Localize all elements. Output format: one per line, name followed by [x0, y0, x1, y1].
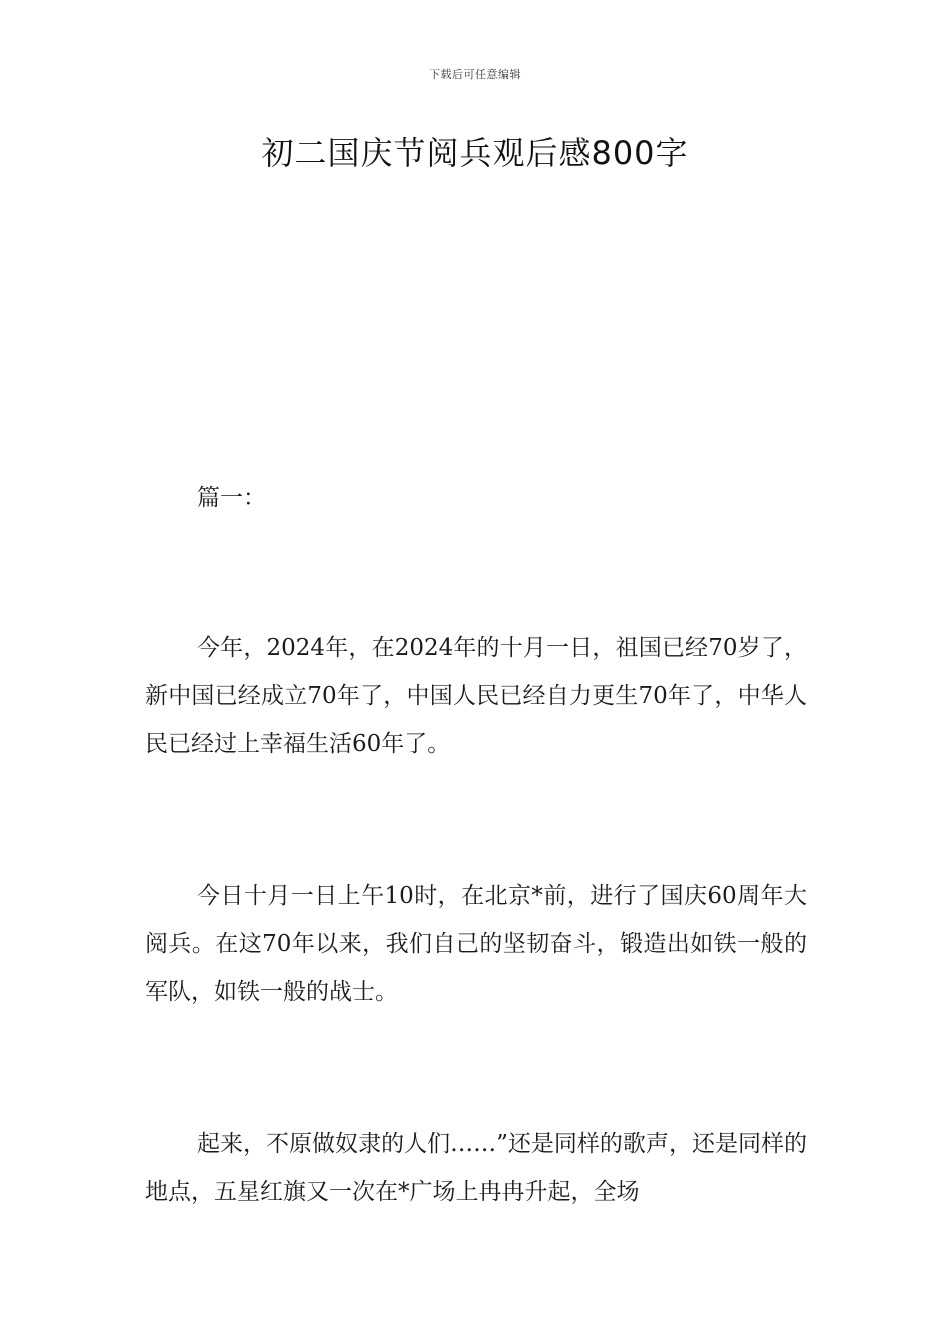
paragraph-2: 今日十月一日上午10时，在北京*前，进行了国庆60周年大阅兵。在这70年以来，我们自己的坚韧奋斗，锻造出如铁一般的军队，如铁一般的战士。 — [145, 883, 807, 1005]
paragraph-1: 今年，2024年，在2024年的十月一日，祖国已经70岁了，新中国已经成立70年了，中国人民已经自力更生70年了，中华人民已经过上幸福生活60年了。 — [145, 635, 807, 757]
header-note: 下载后可任意编辑 — [429, 68, 521, 81]
document-title: 初二国庆节阅兵观后感800字 — [261, 134, 689, 172]
section-label: 篇一： — [197, 485, 266, 511]
paragraph-3: 起来，不原做奴隶的人们……”还是同样的歌声，还是同样的地点，五星红旗又一次在*广场上冉冉升起，全场 — [145, 1131, 807, 1205]
